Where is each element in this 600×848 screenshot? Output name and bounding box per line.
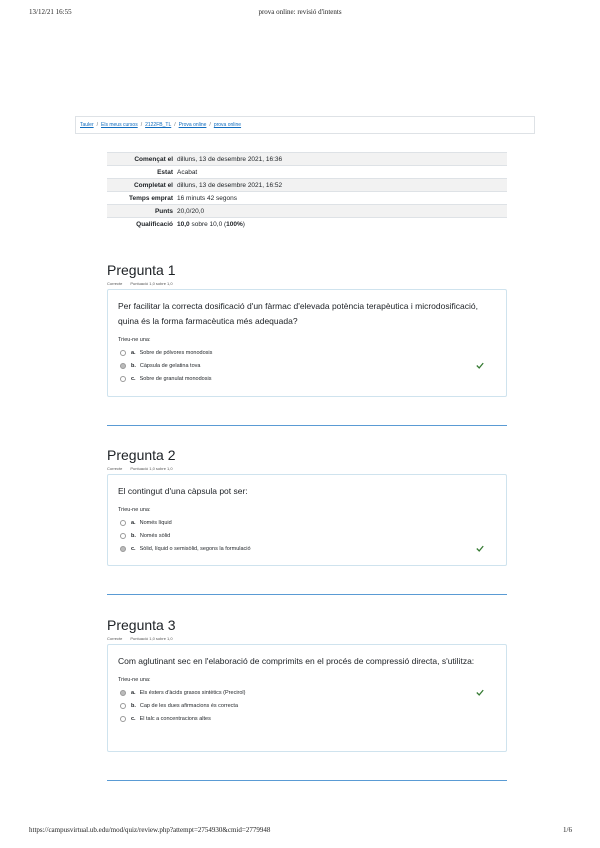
choose-one-prompt: Trieu-ne una: <box>118 337 151 343</box>
question-1 <box>107 262 507 426</box>
breadcrumb: Tauler / Els meus cursos / 2122FB_TL / Prova online / prova online <box>75 116 535 134</box>
question-text: El contingut d'una càpsula pot ser: <box>118 486 248 496</box>
question-score: Puntuació 1,0 sobre 1,0 <box>130 466 173 471</box>
question-separator <box>107 780 507 781</box>
radio-button[interactable] <box>120 520 126 526</box>
question-text: Com aglutinant sec en l'elaboració de comprimits en el procés de compressió directa, s'utilitza: <box>118 656 475 666</box>
summary-row-grade: Qualificació 10,0 sobre 10,0 (100%) <box>107 218 507 231</box>
question-3 <box>107 617 507 781</box>
radio-button[interactable] <box>120 533 126 539</box>
question-score: Puntuació 1,0 sobre 1,0 <box>130 281 173 286</box>
question-separator <box>107 594 507 595</box>
question-separator <box>107 425 507 426</box>
radio-button[interactable] <box>120 703 126 709</box>
correct-check-icon <box>476 362 484 369</box>
breadcrumb-dashboard[interactable]: Tauler <box>80 122 94 128</box>
question-text: Per facilitar la correcta dosificació d'un fàrmac d'elevada potència terapèutica i microdosificació, quina és la forma farmacèutica més adequada? <box>118 301 478 326</box>
question-2 <box>107 447 507 595</box>
answer-list <box>118 516 497 555</box>
correct-check-icon <box>476 689 484 696</box>
question-status: Correcte <box>107 466 123 471</box>
answer-option-selected[interactable]: b. Càpsula de gelatina tova <box>118 359 497 372</box>
question-meta <box>107 281 507 287</box>
question-meta <box>107 466 507 472</box>
choose-one-prompt: Trieu-ne una: <box>118 677 151 683</box>
breadcrumb-section[interactable]: Prova online <box>178 122 207 128</box>
choose-one-prompt: Trieu-ne una: <box>118 507 151 513</box>
answer-option[interactable]: c. Sobre de granulat monodosis <box>118 372 497 385</box>
answer-option[interactable]: a. Sobre de pólvores monodosis <box>118 346 497 359</box>
answer-option[interactable]: a. Només líquid <box>118 516 497 529</box>
answer-option-selected[interactable]: a. Els ésters d'àcids grasos sintètics (Precirol) <box>118 686 497 699</box>
question-status: Correcte <box>107 636 123 641</box>
radio-button-checked[interactable] <box>120 546 126 552</box>
summary-row-marks: Punts 20,0/20,0 <box>107 205 507 218</box>
print-page-number: 1/6 <box>563 826 572 834</box>
radio-button[interactable] <box>120 350 126 356</box>
answer-option[interactable]: b. Cap de les dues afirmacions és correcta <box>118 699 497 712</box>
grade-out-of: sobre 10,0 ( <box>191 220 227 228</box>
answer-option-selected[interactable]: c. Sòlid, líquid o semisòlid, segons la formulació <box>118 542 497 555</box>
grade-percent: 100% <box>226 220 243 228</box>
summary-row-time-taken: Temps emprat 16 minuts 42 segons <box>107 192 507 205</box>
question-status: Correcte <box>107 281 123 286</box>
print-footer <box>0 826 600 838</box>
summary-row-completed: Completat el dilluns, 13 de desembre 2021, 16:52 <box>107 179 507 192</box>
answer-option[interactable]: b. Només sòlid <box>118 529 497 542</box>
question-score: Puntuació 1,0 sobre 1,0 <box>130 636 173 641</box>
summary-row-state: Estat Acabat <box>107 166 507 179</box>
answer-option[interactable]: c. El talc a concentracions altes <box>118 712 497 725</box>
radio-button[interactable] <box>120 376 126 382</box>
attempt-summary-table <box>107 152 507 231</box>
radio-button-checked[interactable] <box>120 690 126 696</box>
breadcrumb-my-courses[interactable]: Els meus cursos <box>101 122 138 128</box>
breadcrumb-quiz[interactable]: prova online <box>213 122 242 128</box>
correct-check-icon <box>476 545 484 552</box>
grade-value: 10,0 <box>177 220 190 228</box>
print-header <box>0 8 600 20</box>
question-content <box>107 289 507 397</box>
question-title: Pregunta 3 <box>107 617 176 633</box>
print-url: https://campusvirtual.ub.edu/mod/quiz/review.php?attempt=2754930&cmid=2779948 <box>29 826 271 834</box>
radio-button[interactable] <box>120 716 126 722</box>
print-date: 13/12/21 16:55 <box>29 8 72 16</box>
question-content <box>107 474 507 566</box>
answer-list <box>118 686 497 725</box>
breadcrumb-course[interactable]: 2122FB_TL <box>145 122 172 128</box>
question-title: Pregunta 2 <box>107 447 176 463</box>
radio-button-checked[interactable] <box>120 363 126 369</box>
question-title: Pregunta 1 <box>107 262 176 278</box>
summary-row-started: Començat el dilluns, 13 de desembre 2021, 16:36 <box>107 153 507 166</box>
question-meta <box>107 636 507 642</box>
print-title: prova online: revisió d'intents <box>258 8 342 16</box>
answer-list <box>118 346 497 385</box>
question-content <box>107 644 507 752</box>
